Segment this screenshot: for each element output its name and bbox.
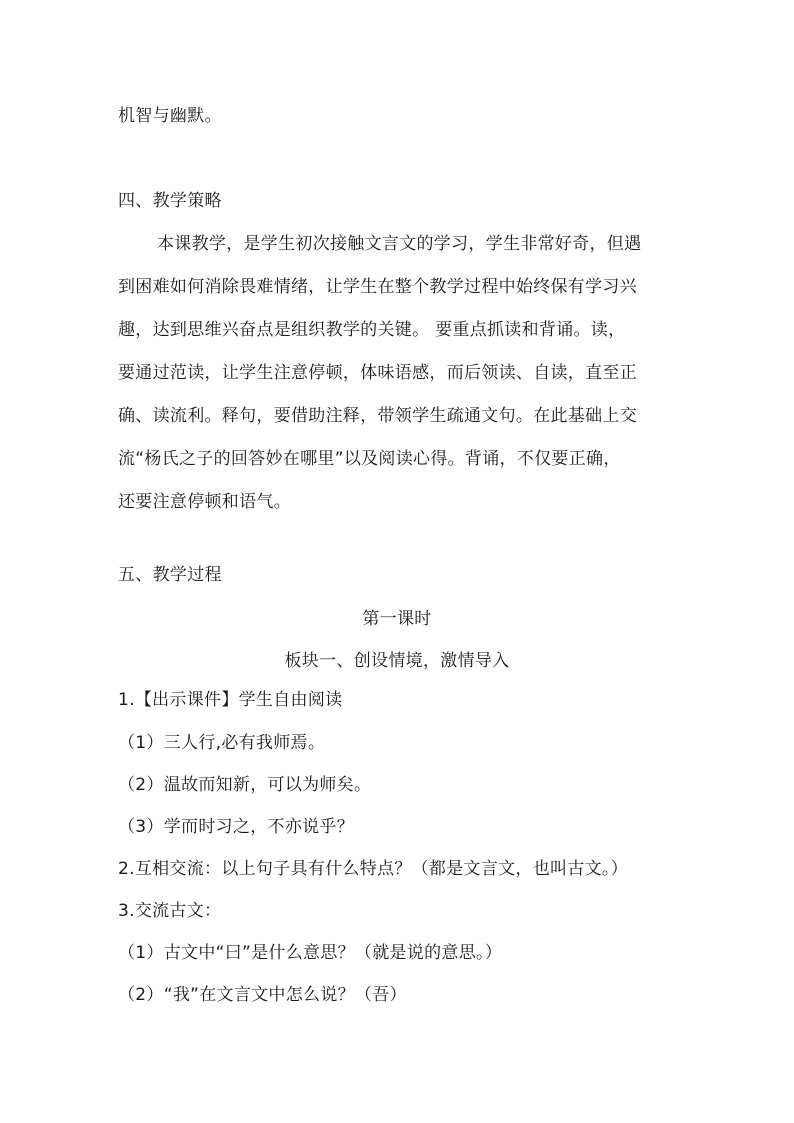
strategy-paragraph-line: 到困难如何消除畏难情绪，让学生在整个教学过程中始终保有学习兴 — [118, 277, 637, 297]
process-item: （2）温故而知新，可以为师矣。 — [118, 775, 372, 795]
process-item: 2.互相交流：以上句子具有什么特点？（都是文言文，也叫古文。） — [118, 859, 629, 879]
block-title: 板块一、创设情境，激情导入 — [284, 651, 510, 671]
process-item: 1.【出示课件】学生自由阅读 — [118, 690, 343, 710]
strategy-paragraph-line: 要通过范读，让学生注意停顿，体味语感，而后领读、自读，直至正 — [118, 363, 637, 383]
process-item: （2）“我”在文言文中怎么说？（吾） — [118, 985, 407, 1005]
strategy-paragraph-line: 趣，达到思维兴奋点是组织教学的关键。 要重点抓读和背诵。读， — [118, 320, 626, 340]
process-item: （1）三人行,必有我师焉。 — [118, 733, 326, 753]
strategy-paragraph-line: 还要注意停顿和语气。 — [118, 492, 291, 512]
section-4-heading: 四、教学策略 — [118, 191, 222, 211]
strategy-paragraph-line: 流“杨氏之子的回答妙在哪里”以及阅读心得。背诵，不仅要正确， — [118, 449, 621, 469]
process-item: （3）学而时习之，不亦说乎？ — [118, 817, 355, 837]
strategy-paragraph-line: 确、读流利。释句，要借助注释，带领学生疏通文句。在此基础上交 — [118, 406, 637, 426]
strategy-paragraph-line: 本课教学，是学生初次接触文言文的学习，学生非常好奇，但遇 — [157, 234, 642, 254]
intro-tail-text: 机智与幽默。 — [118, 106, 222, 126]
section-5-heading: 五、教学过程 — [118, 565, 222, 585]
lesson-title: 第一课时 — [362, 609, 432, 629]
process-item: （1）古文中“曰”是什么意思？（就是说的意思。） — [118, 943, 503, 963]
process-item: 3.交流古文： — [118, 901, 222, 921]
